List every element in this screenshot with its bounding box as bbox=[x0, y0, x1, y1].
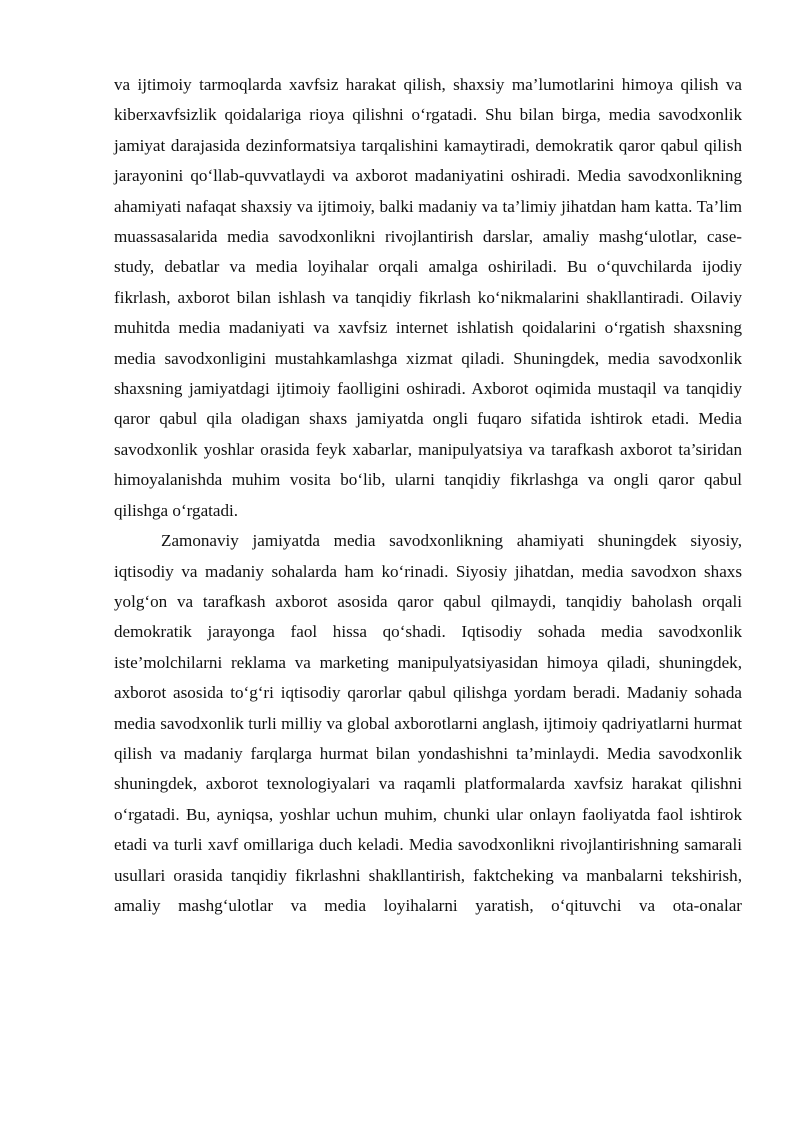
paragraph-media-literacy-importance: Zamonaviy jamiyatda media savodxonlikning ahamiyati shuningdek siyosiy, iqtisodiy va madaniy sohalarda ham ko‘rinadi. Siyosiy jihatdan, media savodxon shaxs yolg‘on va tarafkash axborot asosida qaror qabul qilmaydi, tanqidiy baholash orqali demokratik jarayonga faol hissa qo‘shadi. Iqtisodiy sohada media savodxonlik iste’molchilarni reklama va marketing manipulyatsiyasidan himoya qiladi, shuningdek, axborot asosida to‘g‘ri iqtisodiy qarorlar qabul qilishga yordam beradi. Madaniy sohada media savodxonlik turli milliy va global axborotlarni anglash, ijtimoiy qadriyatlarni hurmat qilish va madaniy farqlarga hurmat bilan yondashishni ta’minlaydi. Media savodxonlik shuningdek, axborot texnologiyalari va raqamli platformalarda xavfsiz harakat qilishni o‘rgatadi. Bu, ayniqsa, yoshlar uchun muhim, chunki ular onlayn faoliyatda faol ishtirok etadi va turli xavf omillariga duch keladi. Media savodxonlikni rivojlantirishning samarali usullari orasida tanqidiy fikrlashni shakllantirish, faktcheking va manbalarni tekshirish, amaliy mashg‘ulotlar va media loyihalarni yaratish, o‘qituvchi va ota-onalar bbox=[114, 531, 742, 915]
document-page bbox=[114, 70, 742, 921]
paragraph-continuation: va ijtimoiy tarmoqlarda xavfsiz harakat qilish, shaxsiy ma’lumotlarini himoya qilish va kiberxavfsizlik qoidalariga rioya qilishni o‘rgatadi. Shu bilan birga, media savodxonlik jamiyat darajasida dezinformatsiya tarqalishini kamaytiradi, demokratik qaror qabul qilish jarayonini qo‘llab-quvvatlaydi va axborot madaniyatini oshiradi. Media savodxonlikning ahamiyati nafaqat shaxsiy va ijtimoiy, balki madaniy va ta’limiy jihatdan ham katta. Ta’lim muassasalarida media savodxonlikni rivojlantirish darslar, amaliy mashg‘ulotlar, case-study, debatlar va media loyihalar orqali amalga oshiriladi. Bu o‘quvchilarda ijodiy fikrlash, axborot bilan ishlash va tanqidiy fikrlash ko‘nikmalarini shakllantiradi. Oilaviy muhitda media madaniyati va xavfsiz internet ishlatish qoidalarini o‘rgatish shaxsning media savodxonligini mustahkamlashga xizmat qiladi. Shuningdek, media savodxonlik shaxsning jamiyatdagi ijtimoiy faolligini oshiradi. Axborot oqimida mustaqil va tanqidiy qaror qabul qila oladigan shaxs jamiyatda ongli fuqaro sifatida ishtirok etadi. Media savodxonlik yoshlar orasida feyk xabarlar, manipulyatsiya va tarafkash axborot ta’siridan himoyalanishda muhim vosita bo‘lib, ularni tanqidiy fikrlashga va ongli qaror qabul qilishga o‘rgatadi. bbox=[114, 75, 742, 520]
